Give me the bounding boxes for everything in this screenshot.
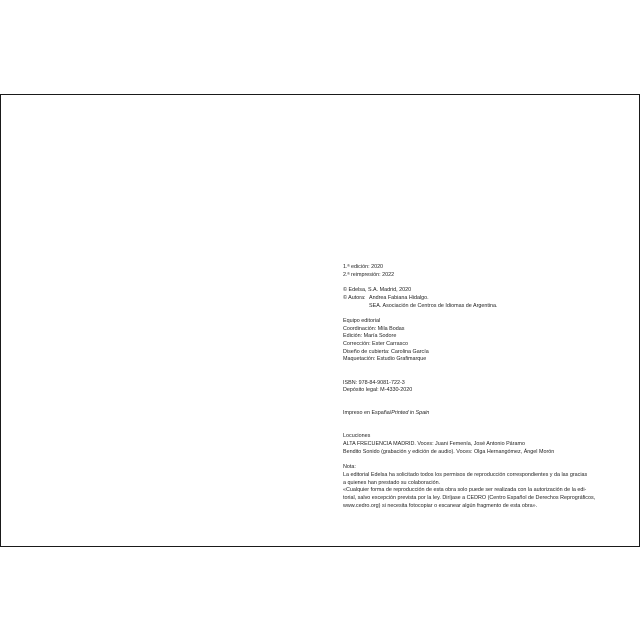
first-edition: 1.ª edición: 2020 [343,264,384,270]
voices-line-1: ALTA FRECUENCIA MADRID. Voces: Juani Femenía, José Antonio Páramo [343,441,525,448]
author-line [343,295,613,303]
printed-in-es: Impreso en España/ [343,410,392,417]
authors-label: © Autora: [343,294,366,301]
publisher-copyright: © Edelsa, S.A. Madrid, 2020 [343,287,412,294]
note-line-3: «Cualquier forma de reproducción de esta obra solo puede ser realizada con la autorización de la edi- [343,487,587,494]
note-line-4: torial, salvo excepción prevista por la ley. Diríjase a CEDRO (Centro Español de Derechos Reprográficos, [343,495,596,501]
team-edition: Edición: María Sodore [343,333,397,340]
team-cover-design: Diseño de cubierta: Carolina García [343,348,429,355]
voices-line-2: Bendito Sonido (grabación y edición de audio). Voces: Olga Hernangómez, Ángel Morón [343,448,555,455]
team-heading: Equipo editorial [343,317,381,324]
voices-heading: Locuciones [343,433,371,440]
team-layout: Maquetación: Estudio Grafimarque [343,356,427,363]
team-correction: Corrección: Ester Carrasco [343,341,409,347]
note-heading: Nota: [343,464,356,471]
note-line-1: La editorial Edelsa ha solicitado todos los permisos de reproducción correspondientes y da las gracias [343,471,588,478]
legal-deposit: Depósito legal: M-4330-2020 [343,387,413,394]
reprint-edition: 2.ª reimpresión: 2022 [343,271,395,278]
printed-in [343,410,613,418]
note-line-5: www.cedro.org) si necesita fotocopiar o escanear algún fragmento de esta obra». [343,502,538,509]
note-line-2: a quienes han prestado su colaboración. [343,479,441,486]
colophon-credits [343,264,613,510]
author-2: SEA. Asociación de Centros de Idiomas de Argentina. [369,302,498,309]
isbn: ISBN: 978-84-9081-722-3 [343,379,405,386]
team-coordination: Coordinación: Mila Bodas [343,325,405,332]
printed-in-en: Printed in Spain [391,410,430,417]
author-1: Andrea Fabiana Hidalgo. [369,294,429,301]
